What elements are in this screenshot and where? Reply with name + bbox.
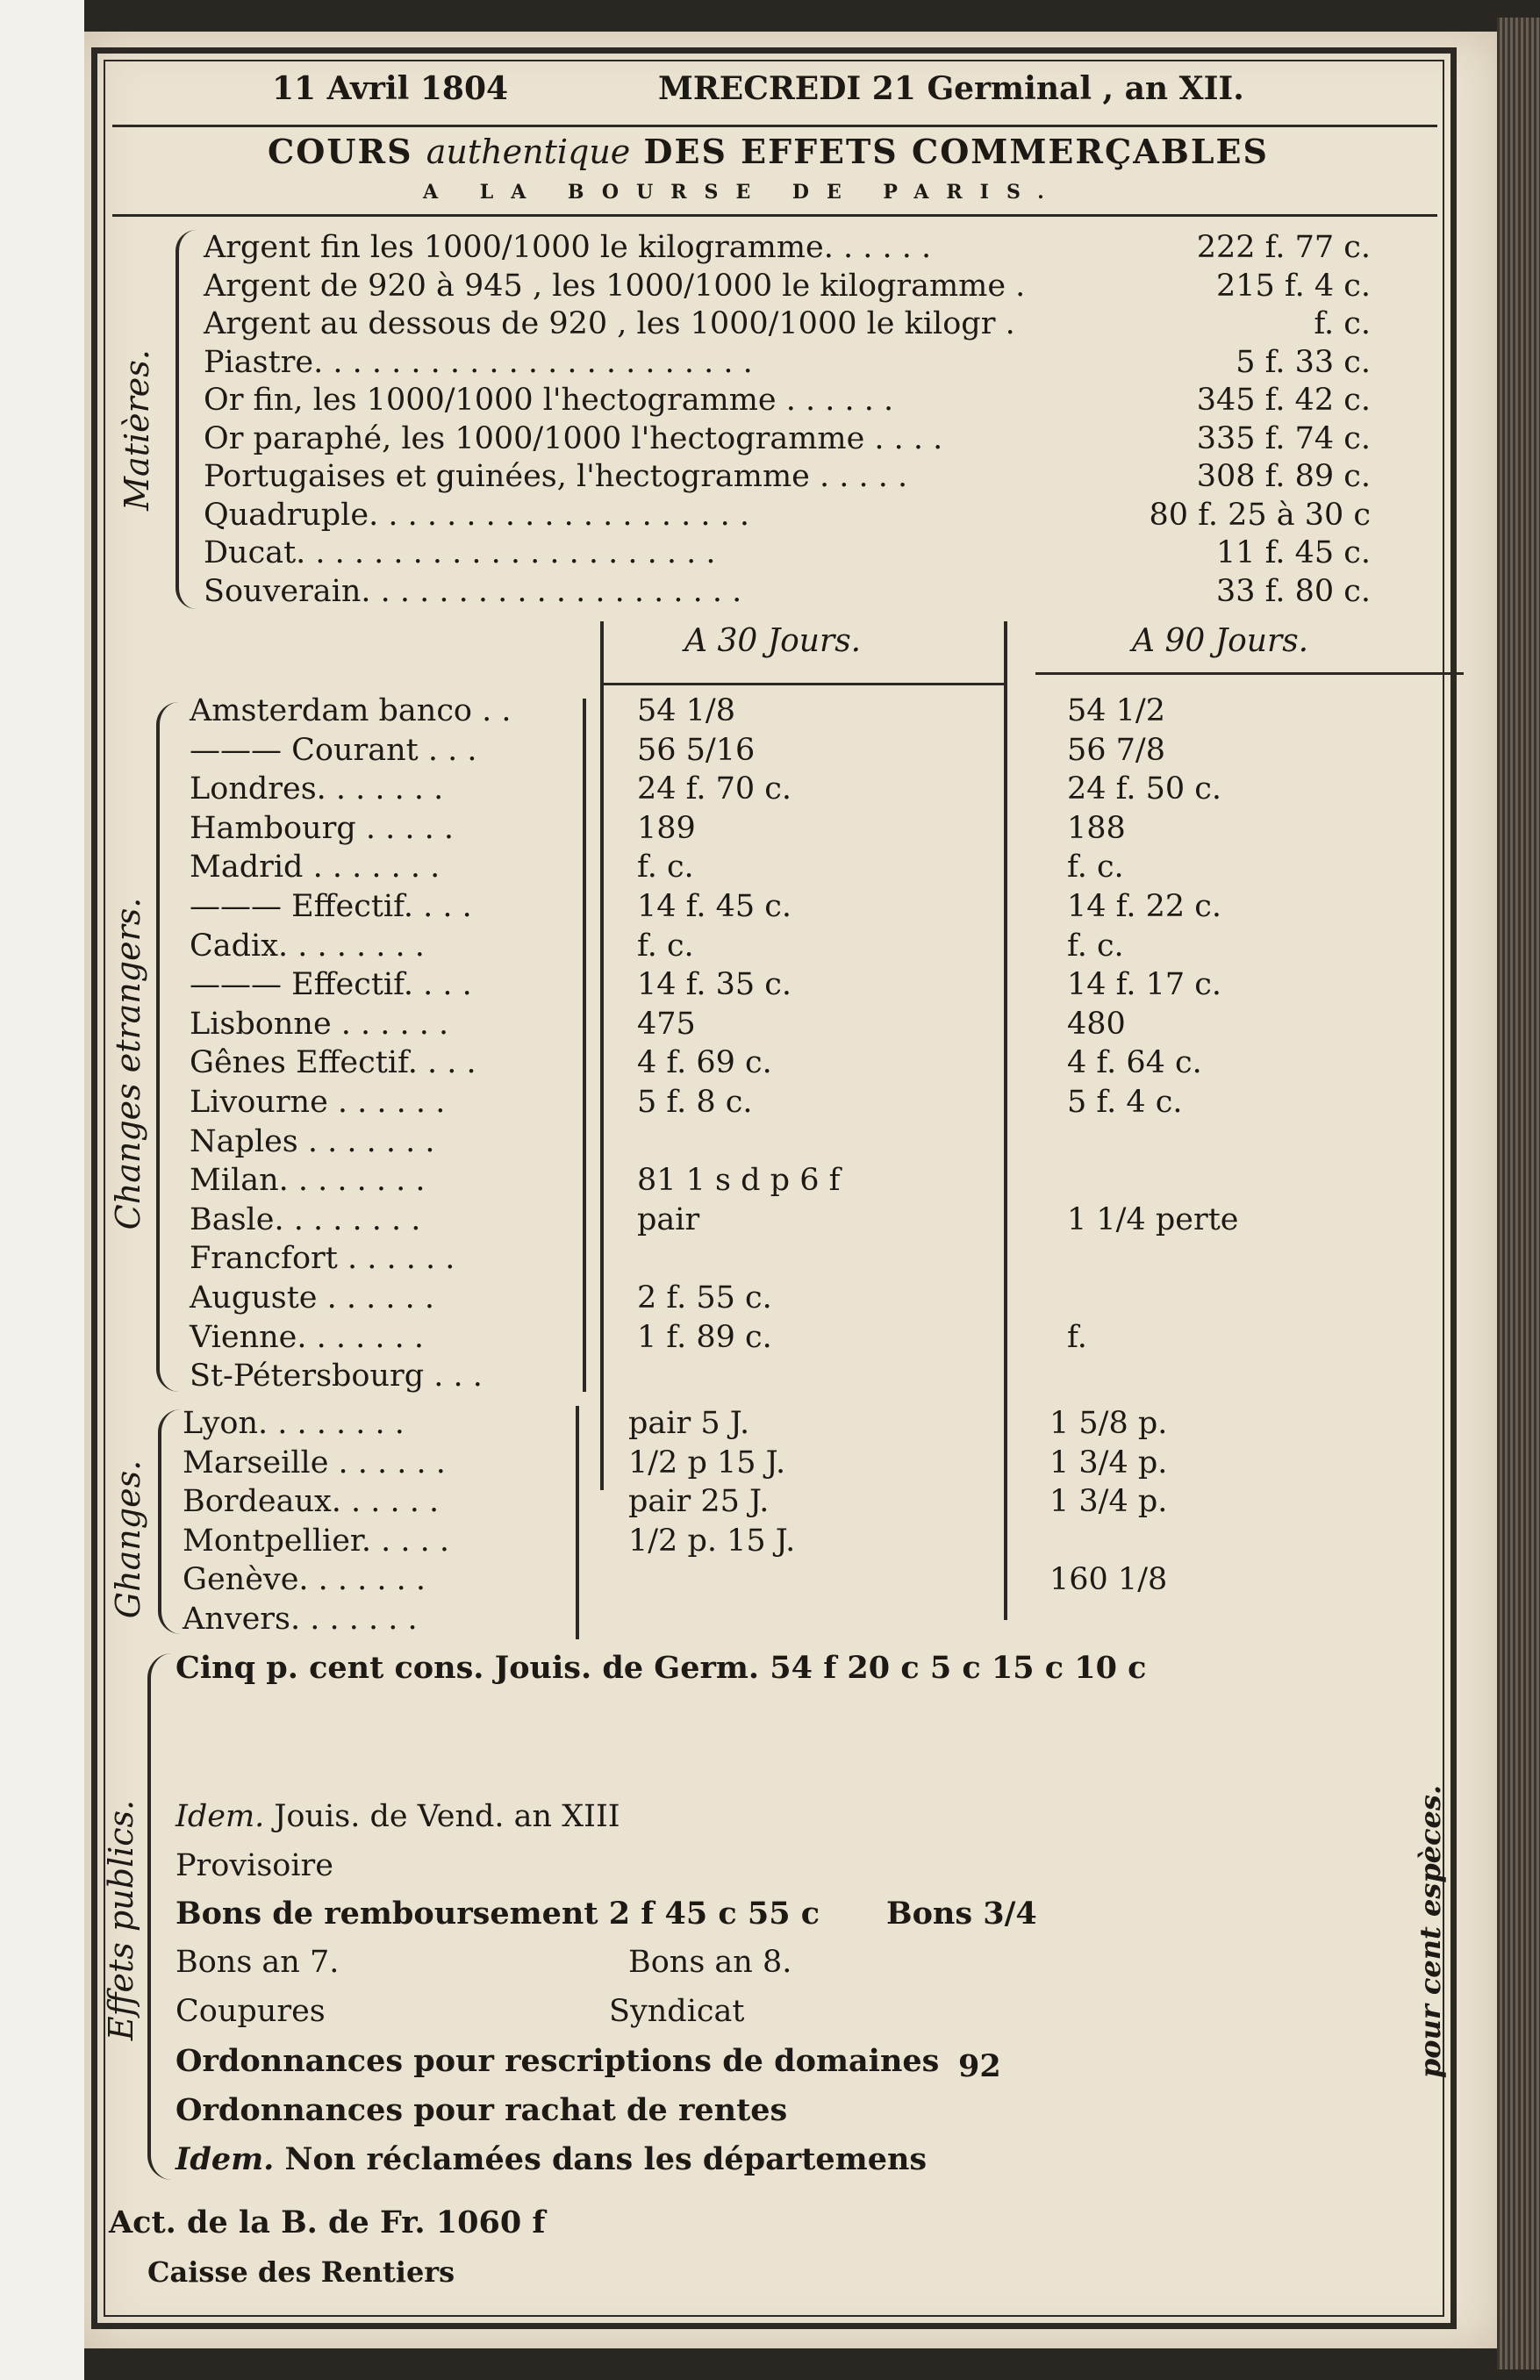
interieur-label: Lyon. . . . . . . . [183,1406,405,1441]
idem-italic: Idem. [175,1799,265,1834]
brace-changes [158,1409,181,1634]
date-gregorian: 11 Avril 1804 [272,70,509,107]
etranger-30j: 4 f. 69 c. [637,1045,772,1081]
etranger-label: Auguste . . . . . . [190,1280,435,1315]
etranger-30j: 56 5/16 [637,732,756,768]
etranger-90j: f. [1067,1319,1087,1355]
matiere-value: 11 f. 45 c. [1215,535,1371,570]
interieur-90j: 1 3/4 p. [1049,1484,1168,1519]
pour-cent-especes: pour cent espèces. [1414,1784,1447,2079]
binding-margin [0,0,84,2380]
effet-ordon1-val: 92 [958,2048,1001,2084]
section-matieres: Matières. [118,349,156,511]
effet-bons7: Bons an 7. [175,1945,340,1980]
matiere-label: Argent fin les 1000/1000 le kilogramme. . . . . . [204,230,932,265]
matiere-value: 222 f. 77 c. [1196,230,1371,265]
etranger-label: Francfort . . . . . . [190,1241,455,1277]
etranger-label: Londres. . . . . . . [190,771,444,807]
interieur-label: Montpellier. . . . . [183,1523,449,1559]
interieur-label: Bordeaux. . . . . . [183,1484,440,1519]
effet-bons-remb: Bons de remboursement 2 f 45 c 55 c [175,1896,820,1932]
matiere-label: Portugaises et guinées, l'hectogramme . . . . . [204,459,908,494]
etranger-label: ——— Courant . . . [190,732,477,768]
idem-vend: Jouis. de Vend. an XIII [274,1799,620,1834]
etranger-30j: 54 1/8 [637,693,735,728]
interieur-label: Marseille . . . . . . [183,1444,446,1480]
section-changes-etrangers: Changes etrangers. [109,897,147,1230]
etranger-90j: 56 7/8 [1067,732,1165,768]
etranger-label: ——— Effectif. . . . [190,967,472,1003]
interieur-label: Genève. . . . . . . [183,1562,426,1597]
brace-matieres [175,230,197,609]
interieur-90j: 1 5/8 p. [1049,1406,1168,1441]
etranger-30j: f. c. [637,849,694,885]
page-title [268,132,1269,171]
etranger-90j: f. c. [1067,928,1124,964]
etranger-30j: pair [637,1201,700,1237]
etranger-label: Hambourg . . . . . [190,810,454,846]
effet-coupures: Coupures [175,1994,326,2029]
matiere-value: 80 f. 25 à 30 c [1149,497,1371,533]
col-divider-changes [576,1406,579,1639]
title-pre: COURS [268,132,413,171]
etranger-30j: 24 f. 70 c. [637,771,792,807]
page-subtitle: A LA BOURSE DE PARIS. [423,181,1062,204]
footer-act: Act. de la B. de Fr. 1060 f [109,2204,546,2240]
etranger-90j: f. c. [1067,849,1124,885]
matiere-label: Souverain. . . . . . . . . . . . . . . . . . . . [204,573,742,609]
interieur-30j: 1/2 p. 15 J. [628,1523,796,1559]
title-italic: authentique [426,133,631,171]
effet-cinq: Cinq p. cent cons. Jouis. de Germ. 54 f 20 c 5 c 15 c 10 c [175,1650,1147,1686]
effet-idem-non [175,2141,927,2177]
rule-sub [112,214,1437,217]
section-changes: Ghanges. [109,1459,147,1619]
idem2-italic: Idem. [175,2141,275,2177]
title-post: DES EFFETS COMMERÇABLES [643,132,1269,171]
matiere-value: 308 f. 89 c. [1196,459,1371,494]
matiere-label: Or paraphé, les 1000/1000 l'hectogramme . . . . [204,420,943,456]
etranger-90j: 1 1/4 perte [1067,1201,1239,1237]
effet-bons-34: Bons 3/4 [886,1896,1037,1932]
matiere-value: 335 f. 74 c. [1196,420,1371,456]
etranger-label: Vienne. . . . . . . [190,1319,424,1355]
matiere-label: Argent au dessous de 920 , les 1000/1000 le kilogr . [204,306,1015,341]
matiere-value: 5 f. 33 c. [1236,344,1371,380]
rule-col90 [1035,672,1464,675]
date-republican: MRECREDI 21 Germinal , an XII. [658,70,1244,107]
etranger-90j: 480 [1067,1006,1126,1042]
etranger-label: Lisbonne . . . . . . [190,1006,449,1042]
matiere-value: f. c. [1314,306,1371,341]
col-divider-labels [583,699,586,1392]
matiere-value: 33 f. 80 c. [1215,573,1371,609]
effet-ordon1: Ordonnances pour rescriptions de domaines [175,2043,940,2079]
etranger-label: ——— Effectif. . . . [190,889,472,924]
interieur-30j: pair 25 J. [628,1484,770,1519]
col-divider-left [600,621,604,1490]
etranger-30j: 14 f. 35 c. [637,967,792,1003]
etranger-90j: 54 1/2 [1067,693,1165,728]
effet-syndicat: Syndicat [609,1994,745,2029]
matiere-label: Ducat. . . . . . . . . . . . . . . . . . . . . . [204,535,716,570]
brace-effets [147,1653,172,2180]
effet-ordon2: Ordonnances pour rachat de rentes [175,2092,788,2128]
etranger-90j: 24 f. 50 c. [1067,771,1222,807]
etranger-label: Livourne . . . . . . [190,1085,446,1120]
etranger-30j: 5 f. 8 c. [637,1085,753,1120]
brace-etrangers [156,702,179,1392]
etranger-90j: 14 f. 17 c. [1067,967,1222,1003]
etranger-30j: 475 [637,1006,696,1042]
etranger-label: Gênes Effectif. . . . [190,1045,476,1081]
etranger-label: Milan. . . . . . . . [190,1163,426,1199]
etranger-label: Naples . . . . . . . [190,1123,435,1159]
col-head-30: A 30 Jours. [684,623,862,659]
etranger-30j: 14 f. 45 c. [637,889,792,924]
rule-col30 [600,683,1004,685]
effet-bons8: Bons an 8. [628,1945,792,1980]
etranger-30j: f. c. [637,928,694,964]
interieur-30j: 1/2 p 15 J. [628,1444,786,1480]
matiere-label: Piastre. . . . . . . . . . . . . . . . . . . . . . . [204,344,753,380]
interieur-30j: pair 5 J. [628,1406,750,1441]
etranger-30j: 2 f. 55 c. [637,1280,772,1315]
matiere-value: 215 f. 4 c. [1215,268,1371,304]
etranger-90j: 14 f. 22 c. [1067,889,1222,924]
etranger-30j: 81 1 s d p 6 f [637,1163,841,1199]
effet-idem-vend [175,1799,620,1834]
section-effets-publics: Effets publics. [102,1799,140,2041]
etranger-label: Cadix. . . . . . . . [190,928,425,964]
matiere-value: 345 f. 42 c. [1196,383,1371,418]
effet-provisoire: Provisoire [175,1848,333,1883]
etranger-90j: 5 f. 4 c. [1067,1085,1183,1120]
matiere-label: Quadruple. . . . . . . . . . . . . . . . . . . . [204,497,749,533]
etranger-30j: 189 [637,810,696,846]
rule-top [112,125,1437,127]
page-edges [1497,18,1540,2369]
etranger-label: Amsterdam banco . . [190,693,512,728]
idem2-text: Non réclamées dans les départemens [284,2141,928,2177]
col-divider-right [1004,621,1007,1620]
etranger-90j: 4 f. 64 c. [1067,1045,1202,1081]
etranger-label: Madrid . . . . . . . [190,849,441,885]
col-head-90: A 90 Jours. [1132,623,1309,659]
etranger-90j: 188 [1067,810,1126,846]
etranger-label: Basle. . . . . . . . [190,1201,421,1237]
interieur-90j: 160 1/8 [1049,1562,1168,1597]
interieur-90j: 1 3/4 p. [1049,1444,1168,1480]
matiere-label: Argent de 920 à 945 , les 1000/1000 le kilogramme . [204,268,1026,304]
matiere-label: Or fin, les 1000/1000 l'hectogramme . . . . . . [204,383,894,418]
etranger-30j: 1 f. 89 c. [637,1319,772,1355]
footer-caisse: Caisse des Rentiers [147,2255,455,2289]
interieur-label: Anvers. . . . . . . [183,1601,418,1637]
etranger-label: St-Pétersbourg . . . [190,1358,483,1394]
